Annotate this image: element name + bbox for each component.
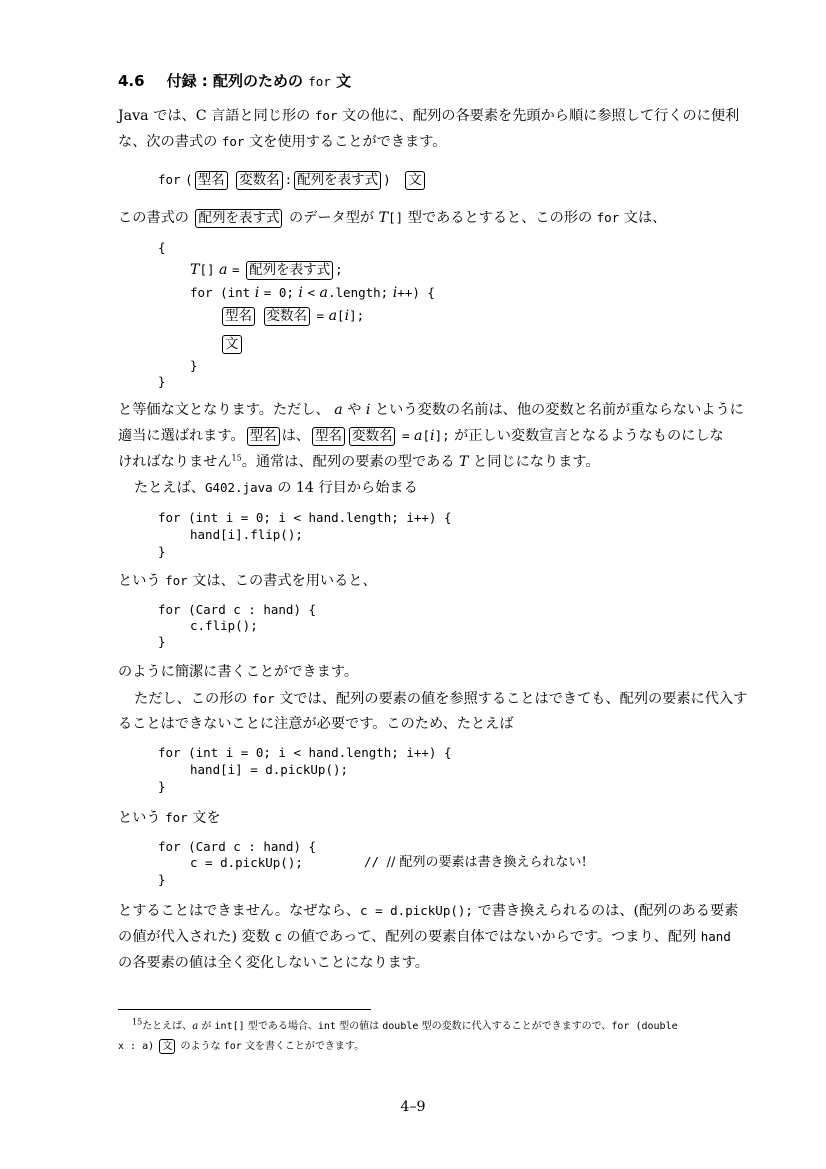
code: < [307,285,316,300]
type-box: 型名 [195,171,228,190]
expr-box: 配列を表す式 [294,171,381,190]
expr-box: 配列を表す式 [195,209,282,228]
code: = 0; [263,285,294,300]
stmt-box: 文 [222,335,242,354]
type-box: 型名 [312,427,345,446]
text: のような [180,1041,221,1052]
text: 文を使用することができます。 [248,134,447,150]
equiv-code-line-4 [220,332,244,356]
code: for (int [190,285,251,300]
type-box: 型名 [222,307,255,326]
math-var: a [414,428,423,444]
text: ただし、この形の [134,691,248,707]
inline-code: for [314,108,338,123]
footnote-number: 15 [132,1017,143,1027]
text: 型であるとすると、この形の [407,210,593,226]
text: と等価な文となります。ただし、 [118,402,330,418]
math-var: T [190,262,200,278]
section-heading [118,70,351,91]
text: という [118,573,161,589]
text: 文は、この書式を用いると、 [192,573,377,589]
text: と同じになります。 [473,454,600,470]
footnote-rule [118,1009,371,1010]
para7-line-2: ることはできないことに注意が必要です。このため、たとえば [118,716,514,732]
text: の値であって、配列の要素自体ではないからです。つまり、配列 [286,929,697,945]
page-number: 4–9 [400,1099,426,1115]
text: が正しい変数宣言となるようなものにしな [454,428,724,444]
equiv-code-line-3 [220,304,364,328]
para9-line-2 [118,925,731,949]
var-box: 変数名 [236,171,283,190]
text: 文を [192,810,221,826]
text: の 14 行目から始まる [277,480,418,496]
inline-code: for [596,210,620,225]
code3-line-2: hand[i] = d.pickUp(); [190,762,349,777]
inline-code: c = d.pickUp(); [360,903,473,918]
text: 文の他に、配列の各要素を先頭から順に参照して行くのに便利 [341,108,740,124]
code3-line-3: } [158,779,166,794]
inline-code: for [223,1041,242,1052]
para4-line [134,476,418,500]
text: たとえば、 [142,1021,193,1032]
text: この書式の [118,210,189,226]
code2-line-2: c.flip(); [190,618,258,633]
type-box: 型名 [247,427,280,446]
footnote-line-1 [132,1018,678,1035]
math-var: a [319,285,328,301]
text: ければなりません [118,454,232,470]
code: .length; [328,285,389,300]
var-box: 変数名 [349,427,396,446]
para5-line [118,569,377,593]
text: 文では、配列の要素の値を参照することはできても、配列の要素に代入す [279,691,748,707]
para3-line-1 [118,398,744,422]
equiv-code-line-2 [190,281,435,305]
text: は、 [281,428,310,444]
text: 文を書くことができます。 [244,1041,365,1052]
para3-line-3 [118,450,600,474]
para8-line [118,806,221,830]
inline-code: for [252,691,275,706]
syntax-paren: ) [383,172,391,187]
text: という変数の名前は、他の変数と名前が重ならないように [374,402,744,418]
inline-code: hand [700,929,731,944]
equiv-code-open: { [158,240,166,255]
inline-code: c [274,929,282,944]
text: 型の変数に代入することができますので、 [421,1021,612,1032]
code2-line-3: } [158,634,166,649]
text: 適当に選ばれます。 [118,428,245,444]
inline-code: int [317,1021,336,1032]
inline-code: for [221,134,245,149]
syntax-paren: ( [185,172,193,187]
math-var: T [378,210,389,226]
code: [ [422,428,431,443]
code: ]; [349,308,365,323]
math-var: i [254,285,260,301]
inline-code: x : a) [118,1041,155,1052]
text: 型の値は [339,1021,380,1032]
code1-line-3: } [158,544,166,559]
code: [] [199,262,215,277]
para9-line-3: の各要素の値は全く変化しないことになります。 [118,955,429,971]
code1-line-1: for (int i = 0; i < hand.length; i++) { [158,510,452,525]
text: のデータ型が [288,210,375,226]
text: Java では、C 言語と同じ形の [118,108,311,124]
text: 。通常は、配列の要素の型である [241,454,455,470]
text: とすることはできません。なぜなら、 [118,903,361,919]
code: = [401,428,410,443]
inline-code: int[] [214,1021,245,1032]
math-var: i [365,402,371,418]
inline-code: double [382,1021,419,1032]
math-var: i [298,285,303,301]
code: ++) { [397,285,435,300]
inline-code: G402.java [204,480,273,495]
para2-line [118,206,666,230]
code: = [232,262,240,277]
math-var: a [219,262,228,278]
para9-line-1 [118,899,738,923]
text: 文は、 [623,210,667,226]
text: 型である場合、 [247,1021,318,1032]
math-var: a [328,308,338,324]
inline-code: [] [388,210,404,225]
code4-line-3: } [158,872,166,887]
text: の値が代入された) 変数 [118,929,270,945]
intro-line-1 [118,104,739,128]
code3-line-1: for (int i = 0; i < hand.length; i++) { [158,745,452,760]
section-title-code: for [308,74,331,89]
code: [ [337,308,345,323]
equiv-code-inner-close: } [190,358,198,373]
equiv-code-close: } [158,374,166,389]
text: で書き換えられるのは、(配列のある要素 [477,903,739,919]
text: や [347,402,362,418]
inline-code: for (double [611,1021,678,1032]
para7-line-1 [134,687,747,711]
inline-code: for [165,810,188,825]
stmt-box: 文 [405,171,425,190]
footnote-line-2 [118,1038,364,1055]
code1-line-2: hand[i].flip(); [190,527,303,542]
code: ; [335,262,343,277]
para6-line: のように簡潔に書くことができます。 [118,664,359,680]
section-title-prefix: 付録 : 配列のための [166,72,304,90]
code4-line-2: c = d.pickUp(); [190,855,303,870]
section-title-suffix: 文 [336,72,352,90]
code4-line-1: for (Card c : hand) { [158,839,317,854]
syntax-display [158,168,427,192]
stmt-box: 文 [159,1039,175,1054]
syntax-colon: : [284,172,293,187]
code: ]; [434,428,450,443]
math-var: i [392,285,398,301]
code-comment: // 配列の要素は書き換えられない! [386,855,587,870]
math-var: i [430,428,435,444]
code: = [316,308,325,323]
math-var: a [334,402,343,418]
math-var: a [192,1021,199,1032]
footnote-ref[interactable]: 15 [231,453,242,463]
expr-box: 配列を表す式 [246,261,333,280]
inline-code: for [165,573,188,588]
code4-comment: // // 配列の要素は書き換えられない! [364,854,587,870]
code2-line-1: for (Card c : hand) { [158,602,317,617]
text: が [201,1021,212,1032]
para3-line-2 [118,424,724,448]
math-var: i [344,308,350,324]
equiv-code-line-1 [190,258,343,282]
syntax-for-keyword: for [158,172,181,187]
section-number: 4.6 [118,72,145,90]
intro-line-2 [118,130,446,154]
text: という [118,810,161,826]
text: たとえば、 [134,480,205,496]
math-var: T [459,454,469,470]
text: な、次の書式の [118,134,218,150]
var-box: 変数名 [264,307,311,326]
